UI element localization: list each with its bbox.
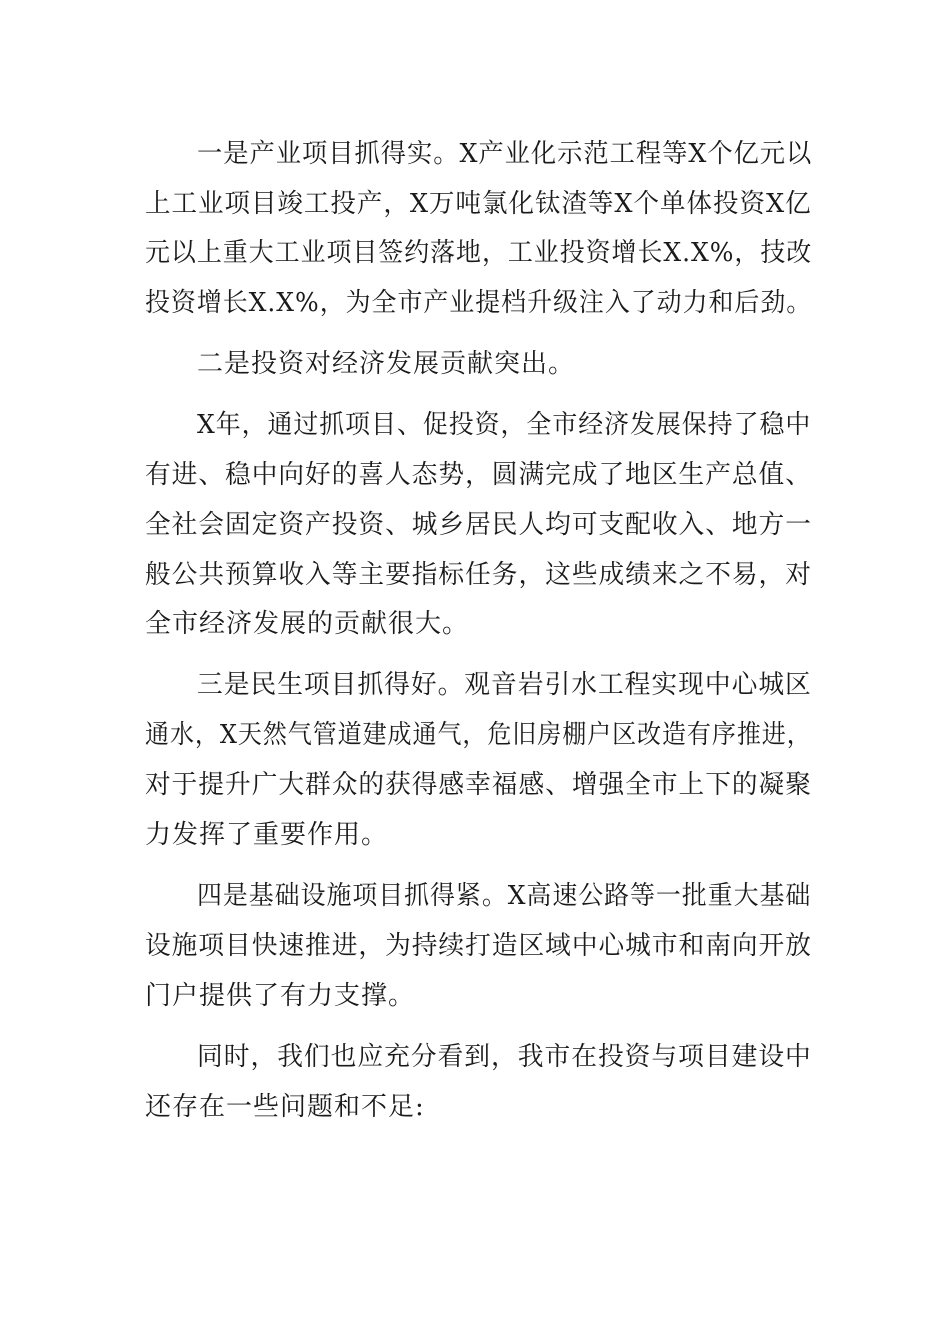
paragraph-line: 门户提供了有力支撑。 xyxy=(145,981,416,1011)
paragraph-line: 有进、稳中向好的喜人态势，圆满完成了地区生产总值、 xyxy=(145,460,812,490)
paragraph-line: 还存在一些问题和不足: xyxy=(145,1092,425,1122)
paragraph-line: 对于提升广大群众的获得感幸福感、增强全市上下的凝聚 xyxy=(145,770,812,800)
paragraph-line: 一是产业项目抓得实。X产业化示范工程等X个亿元以 xyxy=(197,139,813,169)
paragraph-line: 元以上重大工业项目签约落地，工业投资增长X.X%，技改 xyxy=(145,238,813,268)
paragraph-line: 设施项目快速推进，为持续打造区域中心城市和南向开放 xyxy=(145,931,812,961)
paragraph-line: 上工业项目竣工投产，X万吨氯化钛渣等X个单体投资X亿 xyxy=(145,189,812,219)
paragraph-line: 投资增长X.X%，为全市产业提档升级注入了动力和后劲。 xyxy=(145,288,813,318)
paragraph-line: X年，通过抓项目、促投资，全市经济发展保持了稳中 xyxy=(197,410,812,440)
paragraph-line: 四是基础设施项目抓得紧。X高速公路等一批重大基础 xyxy=(197,881,812,911)
paragraph-line: 般公共预算收入等主要指标任务，这些成绩来之不易，对 xyxy=(145,560,812,590)
paragraph-line: 同时，我们也应充分看到，我市在投资与项目建设中 xyxy=(197,1042,812,1072)
paragraph-line: 全社会固定资产投资、城乡居民人均可支配收入、地方一 xyxy=(145,510,812,540)
paragraph-line: 三是民生项目抓得好。观音岩引水工程实现中心城区 xyxy=(197,670,812,700)
paragraph-line: 全市经济发展的贡献很大。 xyxy=(145,609,470,639)
paragraph-line: 力发挥了重要作用。 xyxy=(145,820,389,850)
paragraph-line: 通水，X天然气管道建成通气，危旧房棚户区改造有序推进， xyxy=(145,720,812,750)
paragraph-line: 二是投资对经济发展贡献突出。 xyxy=(197,349,576,379)
